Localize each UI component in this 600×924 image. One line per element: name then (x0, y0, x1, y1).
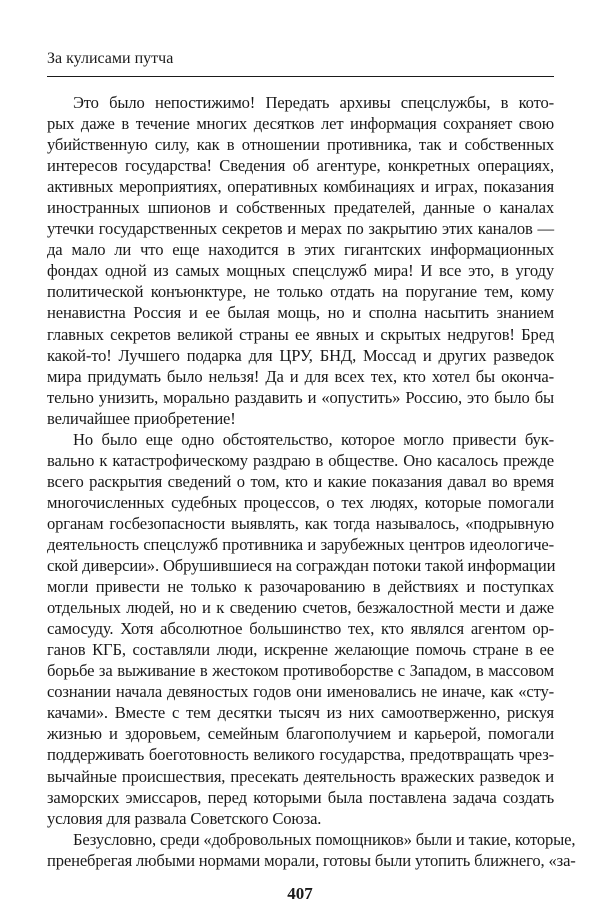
text-line: рых даже в течение многих десятков лет информация сохраняет свою (47, 114, 554, 134)
text-line: качами». Вместе с тем десятки тысяч из них самоотверженно, рискуя (47, 703, 554, 723)
text-line: жизнью и здоровьем, семейным благополучием и карьерой, помогали (47, 724, 554, 744)
text-line: сознании начала девяностых годов они именовались не иначе, как «сту- (47, 682, 554, 702)
header-rule (47, 76, 554, 77)
text-line: активных мероприятиях, оперативных комбинациях и играх, показания (47, 177, 554, 197)
text-line: самосуду. Хотя абсолютное большинство тех, кто являлся агентом ор- (47, 619, 554, 639)
text-line: условия для развала Советского Союза. (47, 808, 322, 828)
text-line: всего раскрытия сведений о том, кто и какие показания давал во время (47, 471, 554, 491)
text-line: ской диверсии». Обрушившиеся на сограждан потоки такой информации (47, 556, 556, 576)
text-line: вычайные происшествия, пресекать деятельность вражеских разведок и (47, 766, 554, 786)
paragraph (47, 829, 576, 871)
text-line: интересов государства! Сведения об агентуре, конкретных операциях, (47, 156, 554, 176)
text-line: вально к катастрофическому раздраю в обществе. Оно касалось прежде (47, 450, 554, 470)
text-line: да мало ли что еще находится в этих гигантских информационных (47, 240, 554, 260)
page-number: 407 (287, 884, 313, 903)
running-head-title: За кулисами путча (47, 50, 174, 67)
text-line: борьбе за выживание в жестоком противоборстве с Западом, в массовом (47, 661, 554, 681)
paragraph (47, 92, 554, 429)
text-line: ненавистна Россия и ее былая мощь, но и сполна насытить знанием (47, 303, 554, 323)
text-line: фондах одной из самых мощных спецслужб мира! И все это, в угоду (47, 261, 554, 281)
text-line: многочисленных судебных процессов, о тех людях, которые помогали (47, 492, 554, 512)
text-line: иностранных шпионов и собственных предателей, данные о каналах (47, 198, 554, 218)
text-line: Это было непостижимо! Передать архивы спецслужбы, в кото- (73, 93, 554, 112)
text-line: органам госбезопасности выявлять, как тогда называлось, «подрывную (47, 513, 554, 533)
text-line: какой-то! Лучшего подарка для ЦРУ, БНД, Моссад и других разведок (47, 345, 554, 365)
paragraph (47, 429, 554, 829)
text-line: мира придумать было нельзя! Да и для всех тех, кто хотел бы оконча- (47, 366, 554, 386)
text-line: тельно унизить, морально раздавить и «опустить» Россию, это было бы (47, 387, 554, 407)
text-line: Но было еще одно обстоятельство, которое могло привести бук- (73, 429, 554, 449)
text-line: деятельность спецслужб противника и зарубежных центров идеологиче- (47, 534, 554, 554)
text-line: утечки государственных секретов и мерах по закрытию этих каналов — (47, 219, 554, 239)
body-text (47, 92, 576, 871)
text-line: заморских эмиссаров, перед которыми была поставлена задача создать (47, 787, 554, 807)
text-line: главных секретов великой страны ее явных и скрытых недругов! Бред (47, 324, 554, 344)
text-line: пренебрегая любыми нормами морали, готовы были утопить ближнего, «за- (47, 850, 576, 870)
text-line: ганов КГБ, составляли люди, искренне желающие помочь стране в ее (47, 640, 554, 660)
text-line: поддерживать боеготовность великого государства, предотвращать чрез- (47, 745, 554, 765)
text-line: величайшее приобретение! (47, 408, 236, 428)
text-line: политической конъюнктуре, не только отдать на поругание тем, кому (47, 282, 554, 302)
text-line: могли привести не только к разочарованию в действиях и поступках (47, 577, 554, 597)
text-line: убийственную силу, как в отношении противника, так и собственных (47, 135, 554, 155)
text-line: Безусловно, среди «добровольных помощников» были и такие, которые, (73, 829, 576, 849)
text-line: отдельных людей, но и к сведению счетов, безжалостной мести и даже (47, 598, 554, 618)
